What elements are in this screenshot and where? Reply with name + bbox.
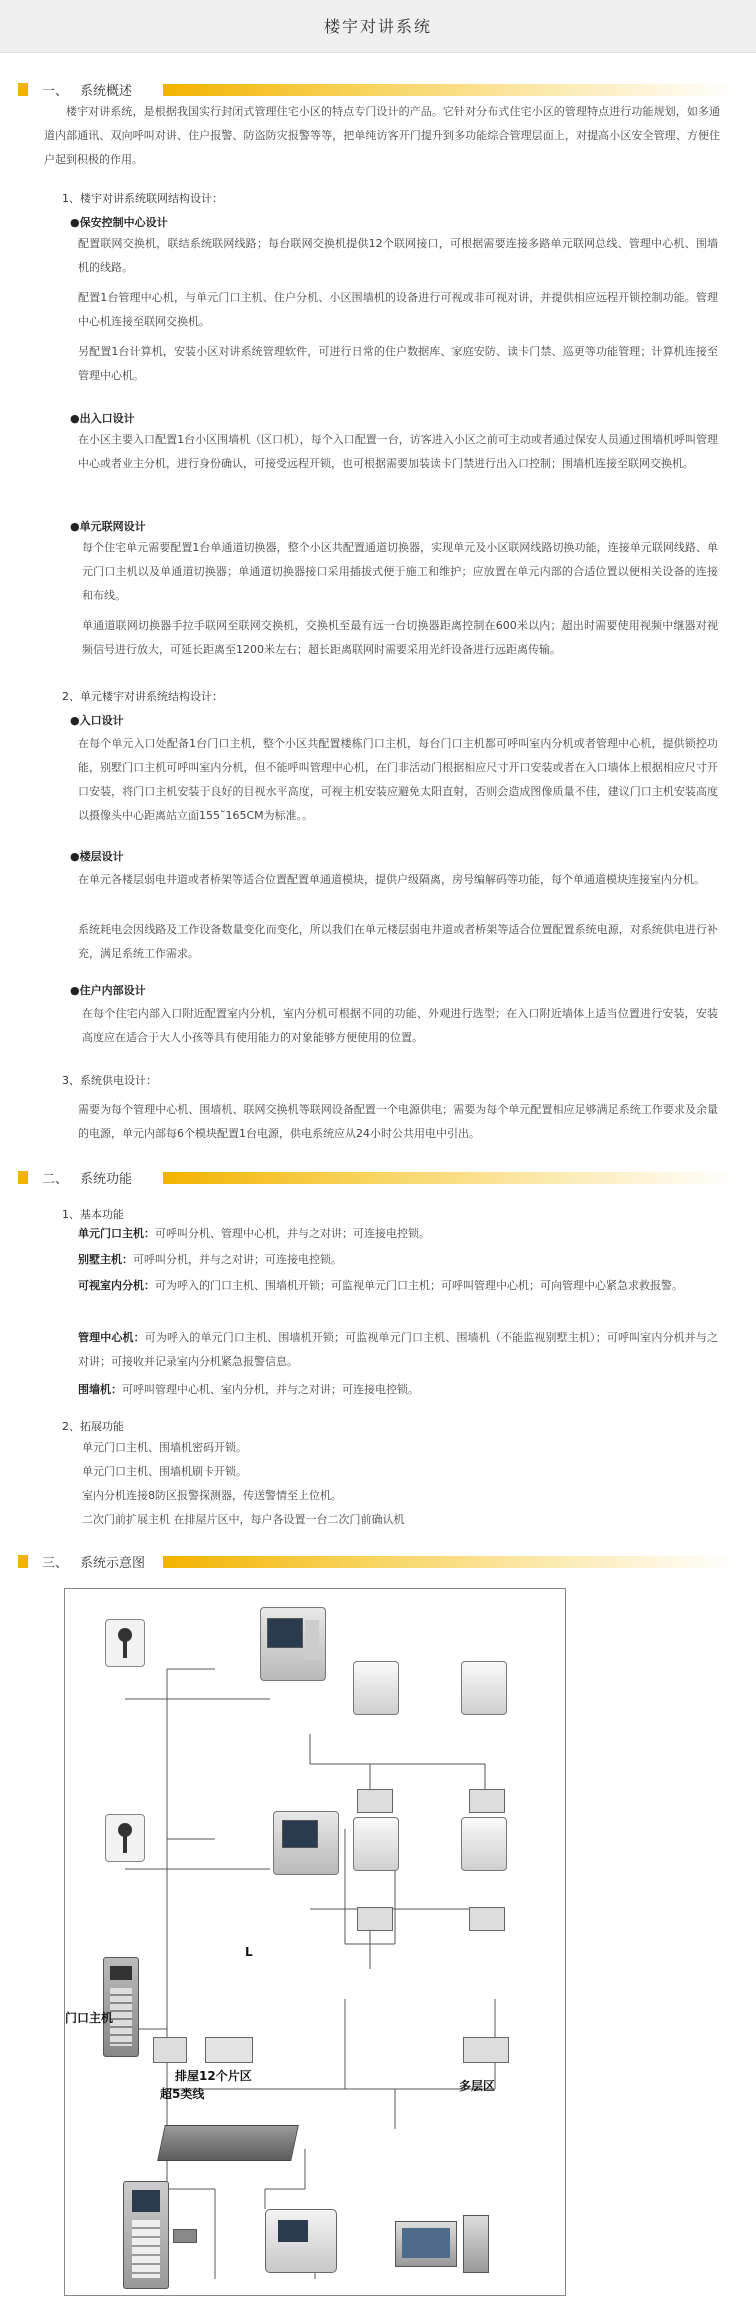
computer-icon — [395, 2221, 457, 2267]
function-text: 可呼叫分机、管理中心机，并与之对讲；可连接电控锁。 — [155, 1227, 430, 1240]
power-supply-icon — [205, 2037, 253, 2063]
function-text: 可呼叫管理中心机、室内分机，并与之对讲；可连接电控锁。 — [122, 1383, 419, 1396]
channel-switcher-icon — [463, 2037, 509, 2063]
function-wall-station — [78, 1378, 718, 1402]
subheading-power: 3、系统供电设计： — [62, 1074, 157, 1087]
section-divider — [163, 1556, 738, 1568]
function-label: 围墙机： — [78, 1383, 122, 1396]
paragraph-entrance: 在小区主要入口配置1台小区围墙机（区口机），每个入口配置一台，访客进入小区之前可主动或者通过保安人员通过围墙机呼叫管理中心或者业主分机，进行身份确认，可接受远程开锁，也可根据需要加装读卡门禁进行出入口控制；围墙机连接至联网交换机。 — [78, 433, 718, 470]
floor-module-icon — [469, 1907, 505, 1931]
page-header — [0, 0, 756, 53]
subheading-unit-structure: 2、单元楼宇对讲系统结构设计： — [62, 690, 223, 703]
paragraph-unit-network-2: 单通道联网切换器手拉手联网至联网交换机，交换机至最有远一台切换器距离控制在600米以内；超出时需要使用视频中继器对视频信号进行放大，可延长距离至1200米左右；超长距离联网时需要采用光纤设备进行远距离传输。 — [82, 619, 718, 656]
extended-function-item: 二次门前扩展主机 在排屋片区中，每户各设置一台二次门前确认机 — [82, 1513, 405, 1526]
function-door-station — [78, 1222, 718, 1246]
system-diagram — [64, 1588, 566, 2296]
video-monitor-icon — [260, 1607, 326, 1681]
paragraph-floor-1: 在单元各楼层弱电井道或者桥架等适合位置配置单通道模块，提供户级隔离，房号编解码等功能，每个单通道模块连接室内分机。 — [78, 873, 705, 886]
section-heading-functions — [18, 1168, 738, 1188]
diagram-label-door-station: 门口主机 — [65, 2011, 114, 2025]
paragraph-security-center-1: 配置联网交换机，联结系统联网线路；每台联网交换机提供12个联网接口，可根据需要连接多路单元联网总线、管理中心机、围墙机的线路。 — [78, 237, 718, 274]
diagram-label-row-houses: 排屋12个片区 — [175, 2069, 252, 2083]
floor-module-icon — [469, 1789, 505, 1813]
section-divider — [163, 84, 738, 96]
handset-phone-icon — [353, 1661, 399, 1715]
extended-function-item: 单元门口主机、围墙机密码开锁。 — [82, 1441, 247, 1454]
function-label: 管理中心机： — [78, 1331, 145, 1344]
video-monitor-icon — [273, 1811, 339, 1875]
section-number: 一、 — [42, 84, 69, 99]
function-text: 可为呼入的单元门口主机、围墙机开锁；可监视单元门口主机、围墙机（不能监视别墅主机）；可呼叫室内分机并与之对讲；可接收并记录室内分机紧急报警信息。 — [78, 1331, 719, 1368]
function-villa-station — [78, 1248, 718, 1272]
function-text: 可呼叫分机，并与之对讲；可连接电控锁。 — [133, 1253, 342, 1266]
function-label: 单元门口主机： — [78, 1227, 155, 1240]
floor-module-icon — [357, 1789, 393, 1813]
subheading-basic-functions: 1、基本功能 — [62, 1208, 124, 1221]
section-heading-diagram — [18, 1552, 738, 1572]
diagram-label-multi-floor: 多层区 — [459, 2079, 496, 2093]
function-text: 可为呼入的门口主机、围墙机开锁；可监视单元门口主机；可呼叫管理中心机；可向管理中心紧急求救报警。 — [155, 1279, 683, 1292]
subheading-network-structure: 1、楼宇对讲系统联网结构设计： — [62, 192, 223, 205]
bullet-unit-network: ●单元联网设计 — [70, 520, 146, 533]
section-title: 系统功能 — [80, 1172, 133, 1187]
key-reader-icon — [105, 1619, 145, 1667]
paragraph-unit-network-1: 每个住宅单元需要配置1台单通道切换器，整个小区共配置通道切换器，实现单元及小区联网线路切换功能，连接单元联网线路、单元门口主机以及单通道切换器；单通道切换器接口采用插拔式便于施工和维护；应放置在单元内部的合适位置以便相关设备的连接和布线。 — [82, 541, 718, 602]
channel-switcher-icon — [153, 2037, 187, 2063]
handset-phone-icon — [461, 1661, 507, 1715]
section-marker-icon — [18, 1171, 28, 1184]
handset-phone-icon — [353, 1817, 399, 1871]
page-title: 楼宇对讲系统 — [323, 17, 432, 36]
wall-station-panel-icon — [123, 2181, 169, 2289]
section-title: 系统概述 — [80, 84, 133, 99]
bullet-household: ●住户内部设计 — [70, 984, 146, 997]
diagram-label-cable: 超5类线 — [160, 2087, 205, 2101]
function-management-center — [78, 1326, 718, 1374]
function-indoor-monitor — [78, 1274, 718, 1298]
section-marker-icon — [18, 83, 28, 96]
section-title: 系统示意图 — [80, 1556, 146, 1571]
overview-intro: 楼宇对讲系统，是根据我国实行封闭式管理住宅小区的特点专门设计的产品。它针对分布式住宅小区的管理特点进行功能规划，如多通道内部通讯、双向呼叫对讲、住户报警、防盗防灾报警等等，把单纯访客开门提升到多功能综合管理层面上，对提高小区安全管理、方便住户起到积极的作用。 — [44, 105, 720, 166]
bullet-entrance: ●出入口设计 — [70, 412, 135, 425]
electric-lock-icon — [173, 2229, 197, 2243]
paragraph-floor-2: 系统耗电会因线路及工作设备数量变化而变化，所以我们在单元楼层弱电井道或者桥架等适合位置配置系统电源，对系统供电进行补充，满足系统工作需求。 — [78, 923, 718, 960]
paragraph-security-center-2: 配置1台管理中心机，与单元门口主机、住户分机、小区围墙机的设备进行可视或非可视对讲，并提供相应远程开锁控制功能。管理中心机连接至联网交换机。 — [78, 291, 718, 328]
function-label: 可视室内分机： — [78, 1279, 155, 1292]
extended-function-item: 室内分机连接8防区报警探测器，传送警情至上位机。 — [82, 1489, 342, 1502]
section-marker-icon — [18, 1555, 28, 1568]
key-reader-icon — [105, 1814, 145, 1862]
bullet-security-center: ●保安控制中心设计 — [70, 216, 168, 229]
section-number: 三、 — [42, 1556, 69, 1571]
paragraph-power: 需要为每个管理中心机、围墙机、联网交换机等联网设备配置一个电源供电；需要为每个单元配置相应足够满足系统工作要求及余量的电源，单元内部每6个模块配置1台电源，供电系统应从24小时公共用电中引出。 — [78, 1103, 718, 1140]
paragraph-unit-entrance: 在每个单元入口处配备1台门口主机，整个小区共配置楼栋门口主机，每台门口主机都可呼叫室内分机或者管理中心机，提供锁控功能，别墅门口主机可呼叫室内分机，但不能呼叫管理中心机，在门非活动门根据相应尺寸开口安装或者在入口墙体上根据相应尺寸开口安装，将门口主机安装于良好的目视水平高度，可视主机安装应避免太阳直射，否则会造成图像质量不佳，建议门口主机安装高度以摄像头中心距离站立面155˜165CM为标准。。 — [78, 737, 718, 822]
handset-phone-icon — [461, 1817, 507, 1871]
network-switch-icon — [157, 2125, 299, 2161]
section-heading-overview — [18, 80, 738, 100]
bullet-unit-entrance: ●入口设计 — [70, 714, 124, 727]
paragraph-household: 在每个住宅内部入口附近配置室内分机，室内分机可根据不同的功能、外观进行选型；在入口附近墙体上适当位置进行安装，安装高度应在适合于大人小孩等具有使用能力的对象能够方便使用的位置。 — [82, 1007, 718, 1044]
section-divider — [163, 1172, 738, 1184]
management-center-icon — [265, 2209, 337, 2273]
section-number: 二、 — [42, 1172, 69, 1187]
floor-module-icon — [357, 1907, 393, 1931]
door-station-panel-icon — [103, 1957, 139, 2057]
extended-function-item: 单元门口主机、围墙机刷卡开锁。 — [82, 1465, 247, 1478]
diagram-label-l: L — [245, 1945, 253, 1959]
computer-tower-icon — [463, 2215, 489, 2273]
bullet-floor: ●楼层设计 — [70, 850, 124, 863]
subheading-extended-functions: 2、拓展功能 — [62, 1420, 124, 1433]
paragraph-security-center-3: 另配置1台计算机，安装小区对讲系统管理软件，可进行日常的住户数据库、家庭安防、读卡门禁、巡更等功能管理；计算机连接至管理中心机。 — [78, 345, 718, 382]
function-label: 别墅主机： — [78, 1253, 133, 1266]
